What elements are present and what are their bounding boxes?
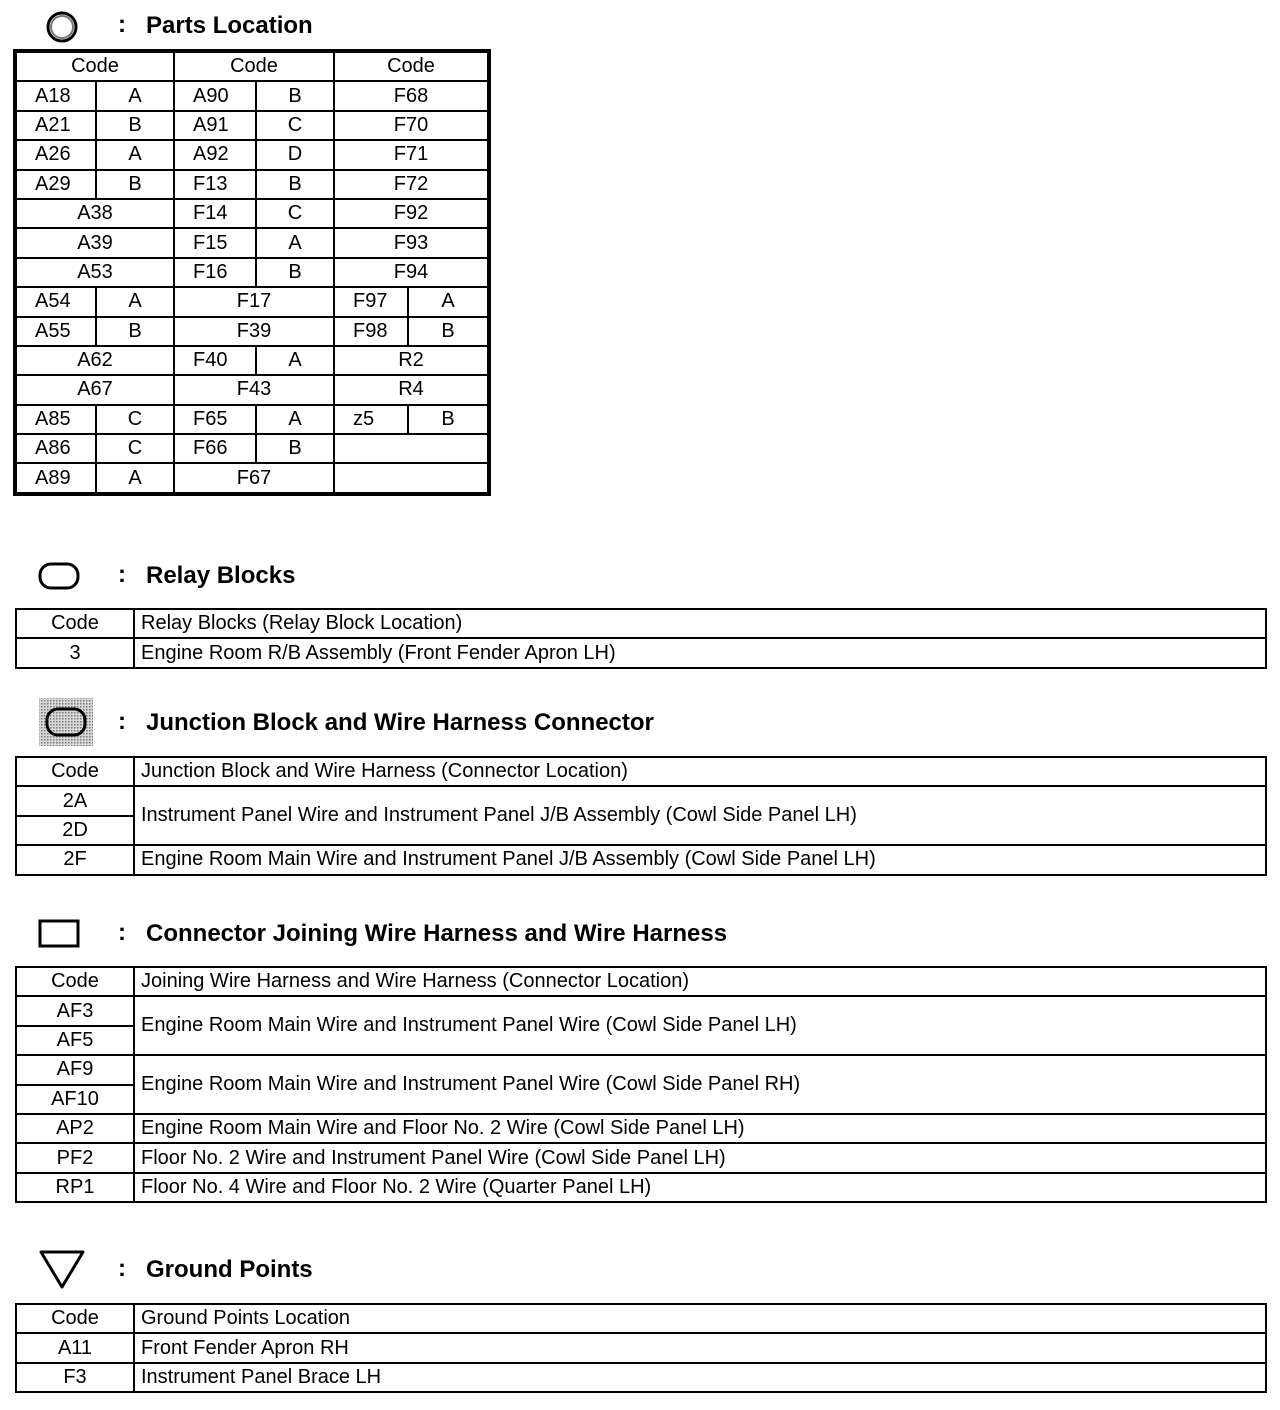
part-code-cell: F71: [334, 140, 488, 169]
part-code-cell: F92: [334, 199, 488, 228]
part-code-cell: F16: [174, 258, 256, 287]
part-code-cell: A21: [16, 111, 96, 140]
colon: :: [118, 1255, 126, 1282]
table-row: [16, 258, 488, 287]
shaded-rounded-rectangle-icon: [38, 697, 94, 747]
section-title: Parts Location: [146, 12, 313, 39]
part-code-cell: F68: [334, 81, 488, 110]
description-cell: Engine Room Main Wire and Instrument Panel Wire (Cowl Side Panel RH): [134, 1055, 1266, 1114]
description-cell: Engine Room Main Wire and Instrument Panel Wire (Cowl Side Panel LH): [134, 996, 1266, 1055]
relay-blocks-table: [15, 608, 1267, 669]
section-title: Relay Blocks: [146, 562, 296, 589]
part-code-cell: A54: [16, 287, 96, 316]
part-code-cell: F72: [334, 170, 488, 199]
part-code-cell: A89: [16, 463, 96, 492]
part-code-cell: F97: [334, 287, 408, 316]
part-code-cell: F14: [174, 199, 256, 228]
table-row: [16, 845, 1266, 874]
table-row: [16, 638, 1266, 667]
part-location-cell: C: [96, 405, 174, 434]
part-code-cell: A55: [16, 317, 96, 346]
table-header-row: [16, 967, 1266, 996]
table-row: [16, 228, 488, 257]
code-cell: AF3: [16, 996, 134, 1025]
part-code-cell: A92: [174, 140, 256, 169]
table-row: [16, 463, 488, 492]
part-code-cell: F39: [174, 317, 334, 346]
part-location-cell: A: [256, 346, 334, 375]
header-code: Code: [334, 52, 488, 81]
code-cell: 2F: [16, 845, 134, 874]
part-code-cell: A91: [174, 111, 256, 140]
part-code-cell: F17: [174, 287, 334, 316]
junction-block-heading: [0, 702, 1280, 742]
code-cell: F3: [16, 1363, 134, 1392]
junction-block-table: [15, 756, 1267, 876]
part-code-cell: z5: [334, 405, 408, 434]
header-description: Joining Wire Harness and Wire Harness (Connector Location): [134, 967, 1266, 996]
table-row: [16, 317, 488, 346]
header-code: Code: [16, 609, 134, 638]
part-code-cell: F13: [174, 170, 256, 199]
part-code-cell: R2: [334, 346, 488, 375]
part-location-cell: B: [408, 317, 488, 346]
part-location-cell: B: [256, 81, 334, 110]
part-code-cell: A53: [16, 258, 174, 287]
ground-points-heading: [0, 1249, 1280, 1289]
part-code-cell: A67: [16, 375, 174, 404]
ground-points-table: [15, 1303, 1267, 1393]
part-code-cell: A85: [16, 405, 96, 434]
header-description: Relay Blocks (Relay Block Location): [134, 609, 1266, 638]
description-cell: Instrument Panel Wire and Instrument Panel J/B Assembly (Cowl Side Panel LH): [134, 786, 1266, 845]
header-description: Junction Block and Wire Harness (Connector Location): [134, 757, 1266, 786]
table-row: [16, 1333, 1266, 1362]
part-location-cell: A: [96, 81, 174, 110]
relay-blocks-heading: [0, 555, 1280, 595]
table-header-row: [16, 757, 1266, 786]
table-row: [16, 996, 1266, 1025]
code-cell: 2D: [16, 816, 134, 845]
table-row: [16, 786, 1266, 815]
header-code: Code: [16, 1304, 134, 1333]
section-title: Junction Block and Wire Harness Connector: [146, 709, 654, 736]
part-code-cell: F40: [174, 346, 256, 375]
code-cell: AF5: [16, 1026, 134, 1055]
circle-icon: [44, 9, 80, 45]
table-row: [16, 1114, 1266, 1143]
code-cell: 2A: [16, 786, 134, 815]
colon: :: [118, 708, 126, 735]
header-code: Code: [16, 52, 174, 81]
table-row: [16, 287, 488, 316]
table-header-row: [16, 52, 488, 81]
description-cell: Engine Room R/B Assembly (Front Fender Apron LH): [134, 638, 1266, 667]
table-row: [16, 1143, 1266, 1172]
description-cell: Engine Room Main Wire and Instrument Panel J/B Assembly (Cowl Side Panel LH): [134, 845, 1266, 874]
part-location-cell: C: [96, 434, 174, 463]
table-row: [16, 434, 488, 463]
header-code: Code: [16, 967, 134, 996]
description-cell: Engine Room Main Wire and Floor No. 2 Wire (Cowl Side Panel LH): [134, 1114, 1266, 1143]
table-row: [16, 1173, 1266, 1202]
table-row: [16, 375, 488, 404]
part-code-cell: A26: [16, 140, 96, 169]
table-row: [16, 346, 488, 375]
table-row: [16, 405, 488, 434]
parts-location-heading: [0, 5, 1280, 45]
part-location-cell: D: [256, 140, 334, 169]
section-title: Connector Joining Wire Harness and Wire Harness: [146, 920, 728, 947]
code-cell: RP1: [16, 1173, 134, 1202]
part-location-cell: C: [256, 199, 334, 228]
table-header-row: [16, 1304, 1266, 1333]
colon: :: [118, 919, 126, 946]
part-code-cell: F66: [174, 434, 256, 463]
part-location-cell: A: [256, 228, 334, 257]
table-row: [16, 170, 488, 199]
part-code-cell: A29: [16, 170, 96, 199]
part-code-cell: F67: [174, 463, 334, 492]
part-code-cell: A62: [16, 346, 174, 375]
description-cell: Front Fender Apron RH: [134, 1333, 1266, 1362]
connector-joining-table: [15, 966, 1267, 1203]
part-location-cell: B: [256, 434, 334, 463]
table-row: [16, 199, 488, 228]
rectangle-icon: [38, 918, 82, 950]
table-row: [16, 140, 488, 169]
part-location-cell: B: [96, 317, 174, 346]
parts-location-table: [15, 51, 489, 494]
part-code-cell: A39: [16, 228, 174, 257]
part-location-cell: C: [256, 111, 334, 140]
part-code-cell: F15: [174, 228, 256, 257]
colon: :: [118, 11, 126, 38]
part-location-cell: A: [256, 405, 334, 434]
part-location-cell: B: [256, 258, 334, 287]
table-row: [16, 1363, 1266, 1392]
code-cell: AP2: [16, 1114, 134, 1143]
part-code-cell: A38: [16, 199, 174, 228]
part-location-cell: A: [408, 287, 488, 316]
rounded-rectangle-icon: [38, 561, 82, 591]
triangle-icon: [38, 1249, 88, 1291]
part-location-cell: B: [256, 170, 334, 199]
code-cell: PF2: [16, 1143, 134, 1172]
part-code-cell: F65: [174, 405, 256, 434]
code-cell: 3: [16, 638, 134, 667]
part-code-cell: R4: [334, 375, 488, 404]
part-location-cell: A: [96, 287, 174, 316]
header-code: Code: [174, 52, 334, 81]
part-code-cell: [334, 434, 488, 463]
table-row: [16, 111, 488, 140]
part-location-cell: A: [96, 463, 174, 492]
header-description: Ground Points Location: [134, 1304, 1266, 1333]
part-code-cell: F98: [334, 317, 408, 346]
part-code-cell: F94: [334, 258, 488, 287]
part-location-cell: B: [408, 405, 488, 434]
table-row: [16, 1055, 1266, 1084]
code-cell: AF9: [16, 1055, 134, 1084]
part-code-cell: A90: [174, 81, 256, 110]
part-location-cell: A: [96, 140, 174, 169]
section-title: Ground Points: [146, 1256, 313, 1283]
connector-joining-heading: [0, 913, 1280, 953]
table-row: [16, 81, 488, 110]
part-location-cell: B: [96, 170, 174, 199]
part-code-cell: F93: [334, 228, 488, 257]
part-code-cell: [334, 463, 488, 492]
part-code-cell: A18: [16, 81, 96, 110]
part-location-cell: B: [96, 111, 174, 140]
description-cell: Floor No. 4 Wire and Floor No. 2 Wire (Quarter Panel LH): [134, 1173, 1266, 1202]
code-cell: A11: [16, 1333, 134, 1362]
colon: :: [118, 561, 126, 588]
part-code-cell: F43: [174, 375, 334, 404]
part-code-cell: F70: [334, 111, 488, 140]
description-cell: Floor No. 2 Wire and Instrument Panel Wire (Cowl Side Panel LH): [134, 1143, 1266, 1172]
description-cell: Instrument Panel Brace LH: [134, 1363, 1266, 1392]
code-cell: AF10: [16, 1085, 134, 1114]
header-code: Code: [16, 757, 134, 786]
table-header-row: [16, 609, 1266, 638]
part-code-cell: A86: [16, 434, 96, 463]
